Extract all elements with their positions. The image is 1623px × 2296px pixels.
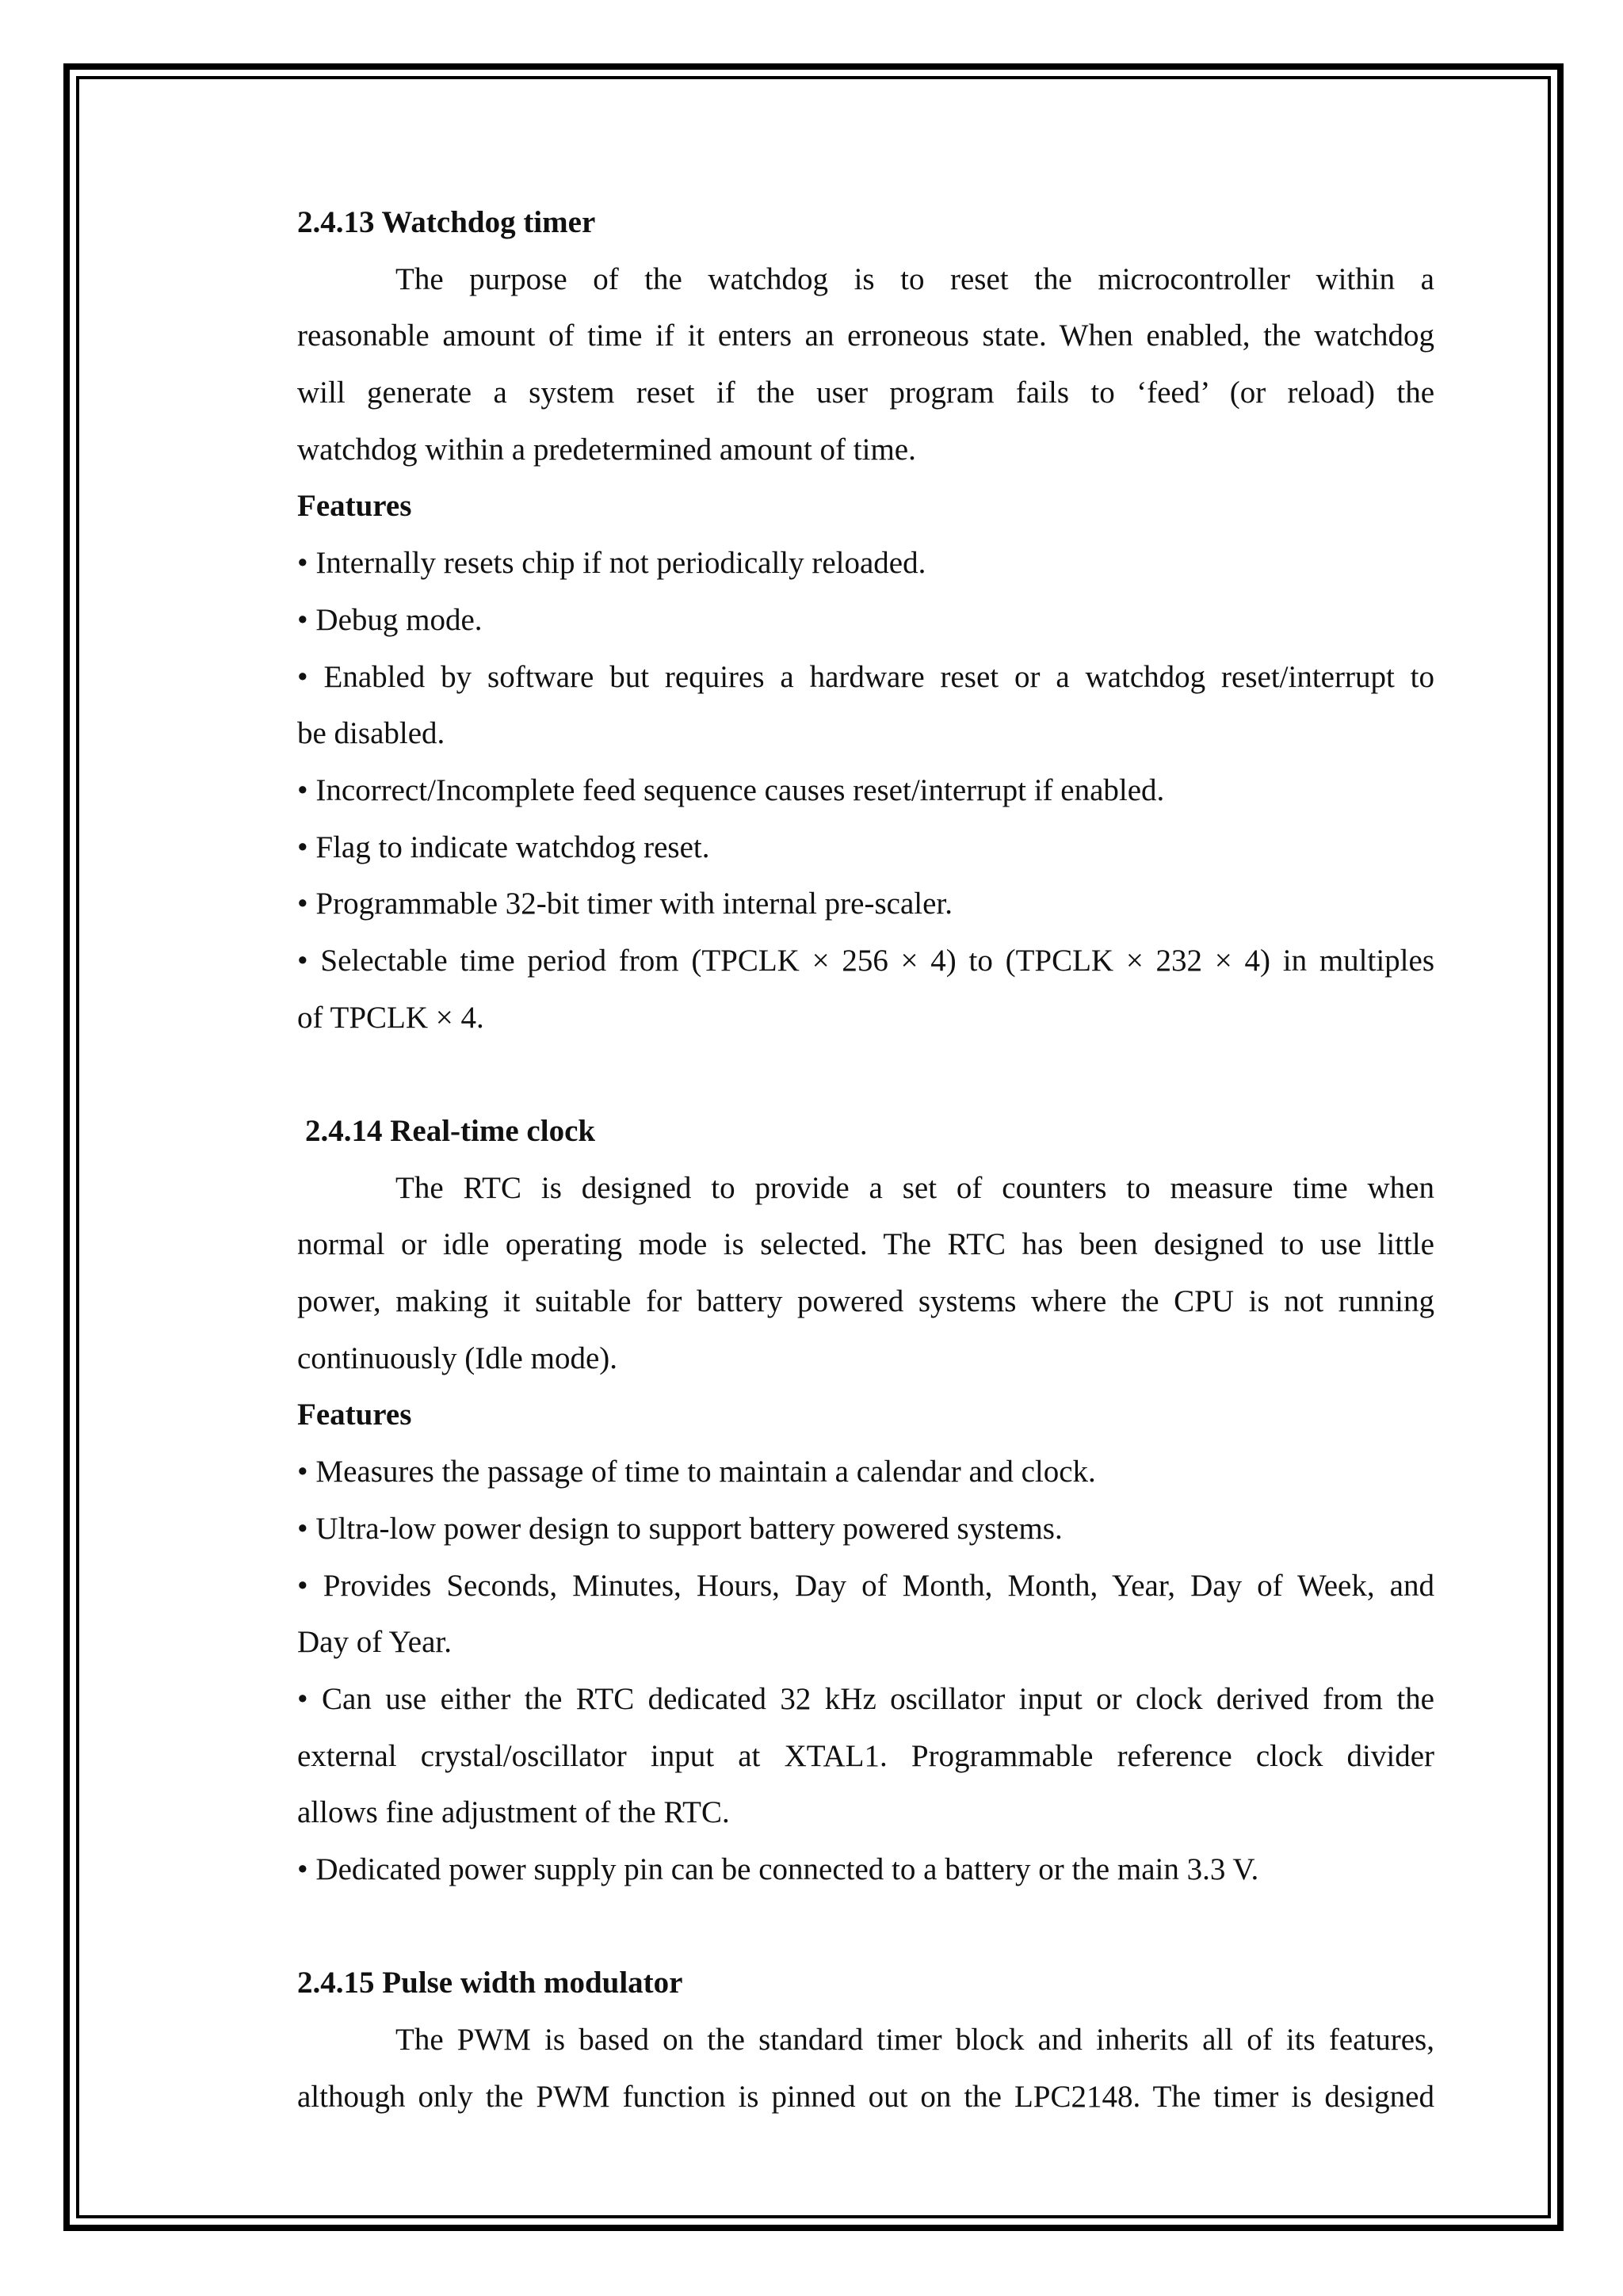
paragraph-line: The purpose of the watchdog is to reset the microcontroller within a <box>395 261 1434 296</box>
features-label: Features <box>297 1398 412 1432</box>
feature-bullet-continuation: allows fine adjustment of the RTC. <box>297 1795 730 1830</box>
document-body <box>297 194 1434 2125</box>
feature-bullet: • Can use either the RTC dedicated 32 kHz oscillator input or clock derived from the <box>297 1681 1434 1716</box>
feature-bullet: • Flag to indicate watchdog reset. <box>297 830 710 864</box>
feature-bullet: • Enabled by software but requires a hardware reset or a watchdog reset/interrupt to <box>297 659 1434 694</box>
feature-bullet-continuation: Day of Year. <box>297 1625 452 1660</box>
feature-bullet: • Selectable time period from (TPCLK × 256 × 4) to (TPCLK × 232 × 4) in multiples <box>297 943 1434 978</box>
paragraph-line: although only the PWM function is pinned out on the LPC2148. The timer is designed <box>297 2079 1434 2114</box>
paragraph-line: continuously (Idle mode). <box>297 1341 617 1375</box>
features-label: Features <box>297 489 412 524</box>
feature-bullet: • Debug mode. <box>297 602 483 637</box>
section-heading-rtc: 2.4.14 Real-time clock <box>305 1114 596 1148</box>
paragraph-line: power, making it suitable for battery powered systems where the CPU is not running <box>297 1284 1434 1319</box>
section-spacer <box>297 1898 1434 1955</box>
paragraph-line: The RTC is designed to provide a set of counters to measure time when <box>395 1170 1434 1205</box>
feature-bullet-continuation: of TPCLK × 4. <box>297 1000 484 1035</box>
paragraph-line: watchdog within a predetermined amount of time. <box>297 432 916 467</box>
section-spacer <box>297 1046 1434 1103</box>
section-heading-watchdog: 2.4.13 Watchdog timer <box>297 205 596 239</box>
feature-bullet: • Measures the passage of time to maintain a calendar and clock. <box>297 1455 1096 1489</box>
feature-bullet-continuation: be disabled. <box>297 716 445 751</box>
paragraph-line: reasonable amount of time if it enters an erroneous state. When enabled, the watchdog <box>297 318 1434 353</box>
paragraph-line: The PWM is based on the standard timer block and inherits all of its features, <box>395 2023 1434 2057</box>
feature-bullet: • Dedicated power supply pin can be connected to a battery or the main 3.3 V. <box>297 1852 1259 1886</box>
feature-bullet: • Provides Seconds, Minutes, Hours, Day of Month, Month, Year, Day of Week, and <box>297 1568 1434 1603</box>
feature-bullet: • Incorrect/Incomplete feed sequence causes reset/interrupt if enabled. <box>297 772 1165 807</box>
feature-bullet: • Ultra-low power design to support battery powered systems. <box>297 1511 1063 1546</box>
paragraph-line: normal or idle operating mode is selected. The RTC has been designed to use little <box>297 1227 1434 1262</box>
paragraph-line: will generate a system reset if the user program fails to ‘feed’ (or reload) the <box>297 376 1434 410</box>
section-heading-pwm: 2.4.15 Pulse width modulator <box>297 1966 683 2000</box>
feature-bullet-continuation: external crystal/oscillator input at XTAL1. Programmable reference clock divider <box>297 1738 1434 1773</box>
feature-bullet: • Internally resets chip if not periodically reloaded. <box>297 546 926 581</box>
feature-bullet: • Programmable 32-bit timer with internal pre-scaler. <box>297 887 953 921</box>
